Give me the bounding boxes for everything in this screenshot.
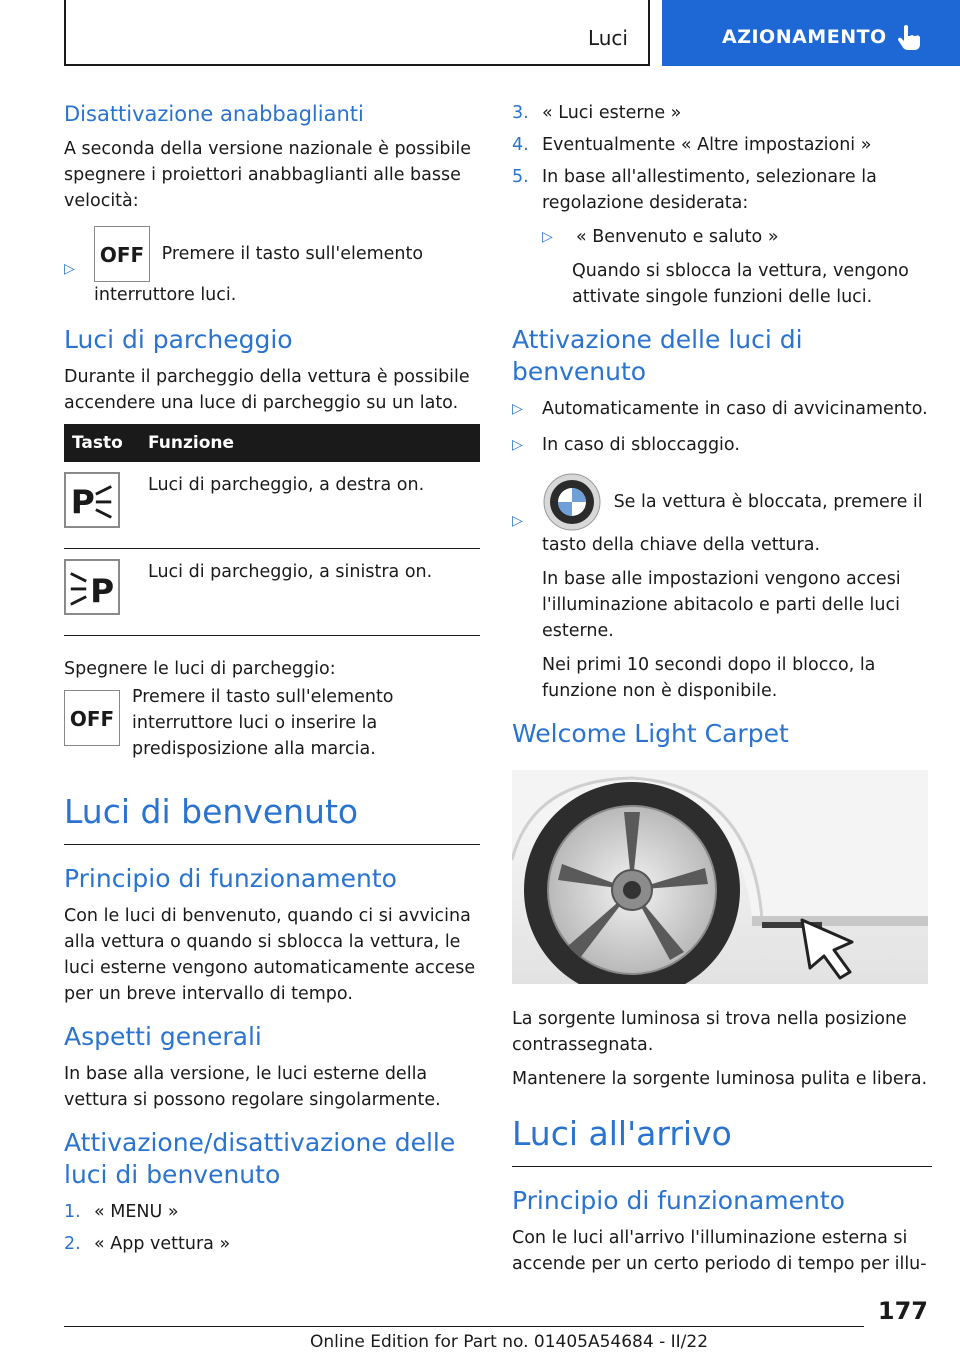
- svg-text:P: P: [70, 483, 95, 522]
- heading-principio: Principio di funzionamento: [64, 864, 397, 893]
- para-principio-arrivo: Con le luci all'arrivo l'illuminazione esterna si accende per un certo periodo di tempo per illu-: [512, 1228, 927, 1274]
- list-item-number: 5.: [512, 167, 529, 187]
- list-item-text: « Luci esterne »: [542, 103, 682, 123]
- heading-attivazione-disattivazione: Attivazione/disattivazione delle luci di benvenuto: [64, 1128, 456, 1189]
- parking-keys-table: [64, 424, 480, 636]
- list-item: [512, 132, 932, 158]
- para-disattivazione: A seconda della versione nazionale è possibile spegnere i proiettori anabbaglianti alle basse velocità:: [64, 139, 471, 211]
- bullet-text: Se la vettura è bloccata, premere il tasto della chiave della vettura.: [542, 492, 923, 555]
- table-row: [64, 549, 480, 636]
- para-principio: Con le luci di benvenuto, quando ci si avvicina alla vettura o quando si sblocca la vettura, le luci esterne vengono automaticamente accese per un breve intervallo di tempo.: [64, 906, 476, 1004]
- para-impostazioni: In base alle impostazioni vengono accesi l'illuminazione abitacolo e parti delle luci esterne.: [542, 569, 901, 641]
- sub-bullet: [542, 224, 932, 250]
- list-item-number: 1.: [64, 1202, 81, 1222]
- list-item-text: « MENU »: [94, 1202, 179, 1222]
- sub-option: [512, 224, 932, 310]
- off-instruction: [64, 687, 480, 770]
- bmw-key-icon: [542, 472, 602, 532]
- table-header-key: Tasto: [64, 424, 140, 462]
- footer-edition: Online Edition for Part no. 01405A54684 - II/22: [310, 1332, 709, 1352]
- list-item-text: « App vettura »: [94, 1234, 231, 1254]
- header-chapter-tab: [662, 0, 960, 66]
- page-number: 177: [877, 1297, 928, 1325]
- bullet-triangle-icon: ▷: [64, 261, 75, 277]
- table-cell-function: Luci di parcheggio, a destra on.: [140, 462, 480, 549]
- list-item-number: 4.: [512, 135, 529, 155]
- para-carpet-position: La sorgente luminosa si trova nella posizione contrassegnata.: [512, 1009, 907, 1055]
- list-item-text: In base all'allestimento, selezionare la regolazione desiderata:: [542, 167, 877, 213]
- table-cell-function: Luci di parcheggio, a sinistra on.: [140, 549, 480, 636]
- heading-luci-benvenuto: Luci di benvenuto: [64, 792, 359, 831]
- para-off-intro: Spegnere le luci di parcheggio:: [64, 659, 336, 679]
- heading-attivazione: Attivazione delle luci di benvenuto: [512, 325, 803, 386]
- heading-principio-arrivo: Principio di funzionamento: [512, 1186, 845, 1215]
- wheel-photo: [512, 770, 928, 984]
- bullet-disattivazione: [64, 226, 480, 308]
- header-chapter-title: AZIONAMENTO: [722, 26, 887, 48]
- bullet-triangle-icon: ▷: [542, 229, 553, 245]
- off-key-icon: OFF: [94, 226, 150, 282]
- svg-text:P: P: [90, 572, 115, 611]
- para-aspetti: In base alla versione, le luci esterne della vettura si possono regolare singolarmente.: [64, 1064, 441, 1110]
- sub-bullet-desc: Quando si sblocca la vettura, vengono attivate singole funzioni delle luci.: [572, 261, 909, 307]
- hand-pointer-icon: [894, 22, 924, 52]
- header-section-box: [64, 0, 650, 66]
- right-column: [512, 100, 932, 1285]
- bullet-text: Automaticamente in caso di avvicinamento.: [542, 399, 928, 419]
- heading-rule: [64, 844, 480, 845]
- list-item: [512, 100, 932, 126]
- bullet-triangle-icon: ▷: [512, 437, 523, 453]
- para-carpet-clean: Mantenere la sorgente luminosa pulita e libera.: [512, 1069, 928, 1089]
- bullet-item: [512, 396, 932, 422]
- parking-light-left-icon: [64, 559, 120, 615]
- heading-luci-parcheggio: Luci di parcheggio: [64, 325, 293, 354]
- table-header-row: [64, 424, 480, 462]
- list-item-number: 2.: [64, 1234, 81, 1254]
- heading-aspetti: Aspetti generali: [64, 1022, 262, 1051]
- bullet-triangle-icon: ▷: [512, 513, 523, 529]
- bullet-item: [512, 472, 932, 558]
- off-key-icon: OFF: [64, 690, 120, 746]
- bullet-item: [512, 432, 932, 458]
- table-row: [64, 462, 480, 549]
- bullet-disattivazione-text: Premere il tasto sull'elemento interruttore luci.: [94, 244, 424, 305]
- list-item-text: Eventualmente « Altre impostazioni »: [542, 135, 872, 155]
- table-header-function: Funzione: [140, 424, 480, 462]
- heading-rule: [512, 1166, 932, 1167]
- heading-welcome-carpet: Welcome Light Carpet: [512, 719, 789, 748]
- header-section-title: Luci: [587, 26, 628, 50]
- list-item: [512, 164, 932, 216]
- parking-light-right-icon: [64, 472, 120, 528]
- bullet-triangle-icon: ▷: [512, 401, 523, 417]
- list-item-number: 3.: [512, 103, 529, 123]
- heading-disattivazione: Disattivazione anabbaglianti: [64, 102, 364, 126]
- para-off: Premere il tasto sull'elemento interruttore luci o inserire la predisposizione alla marcia.: [132, 687, 394, 759]
- list-item: [64, 1231, 480, 1257]
- para-primi-secondi: Nei primi 10 secondi dopo il blocco, la funzione non è disponibile.: [542, 655, 876, 701]
- heading-luci-arrivo: Luci all'arrivo: [512, 1114, 732, 1153]
- para-luci-parcheggio: Durante il parcheggio della vettura è possibile accendere una luce di parcheggio su un lato.: [64, 367, 470, 413]
- bullet-text: In caso di sbloccaggio.: [542, 435, 740, 455]
- left-column: [64, 100, 480, 1263]
- footer-rule: [64, 1326, 864, 1327]
- list-item: [64, 1199, 480, 1225]
- sub-bullet-text: « Benvenuto e saluto »: [576, 227, 779, 247]
